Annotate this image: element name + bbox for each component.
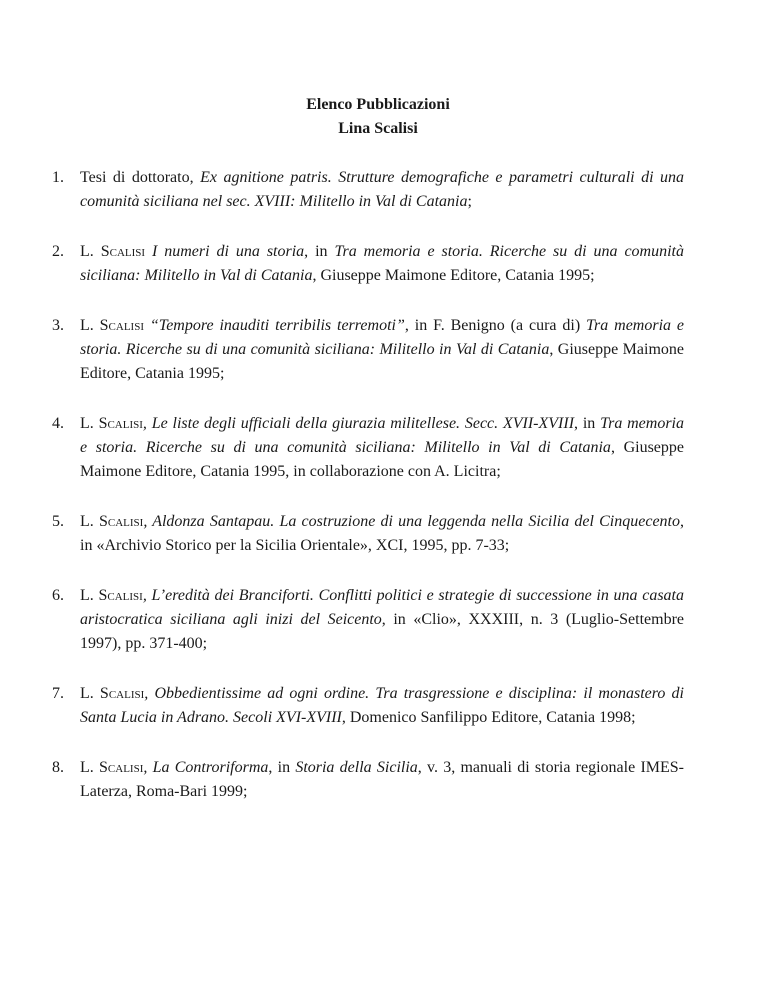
- document-heading: [72, 93, 684, 141]
- publication-number: 8.: [52, 759, 64, 776]
- citation-title: Tra memoria e storia. Ricerche su di una comunità siciliana: Militello in Val di Catania: [80, 243, 684, 284]
- citation-title: “Tempore inauditi terribilis terremoti”: [149, 317, 405, 334]
- citation-text: , in «Clio», XXXIII, n. 3 (Luglio-Settembre 1997), pp. 371-400;: [80, 611, 684, 652]
- publication-item: [52, 584, 684, 656]
- citation-text: , Giuseppe Maimone Editore, Catania 1995;: [312, 267, 595, 284]
- publication-list: [52, 166, 684, 804]
- publication-citation: [80, 513, 684, 554]
- citation-text: ;: [467, 193, 472, 210]
- citation-title: Ex agnitione patris. Strutture demografiche e parametri culturali di una comunità siciliana nel sec. XVIII: Militello in Val di Catania: [80, 169, 685, 210]
- citation-author: L. Scalisi: [80, 759, 144, 776]
- publication-number: 2.: [52, 243, 64, 260]
- citation-text: , Giuseppe Maimone Editore, Catania 1995, in collaborazione con A. Licitra;: [80, 439, 684, 480]
- publication-number: 5.: [52, 513, 64, 530]
- citation-text: , Domenico Sanfilippo Editore, Catania 1998;: [341, 709, 636, 726]
- citation-text: Tesi di dottorato,: [80, 169, 201, 186]
- publication-item: [52, 412, 684, 484]
- citation-title: , L’eredità dei Branciforti. Conflitti politici e strategie di successione in una casata aristocratica siciliana agli inizi del Seicento: [80, 587, 684, 628]
- publication-item: [52, 510, 684, 558]
- citation-author: L. Scalisi: [80, 317, 150, 334]
- citation-title: , Obbedientissime ad ogni ordine. Tra trasgressione e disciplina: il monastero di Santa Lucia in Adrano. Secoli XVI-XVIII: [80, 685, 684, 726]
- citation-text: , in «Archivio Storico per la Sicilia Orientale», XCI, 1995, pp. 7-33;: [80, 513, 685, 554]
- publication-item: [52, 166, 684, 214]
- publication-citation: [80, 169, 684, 210]
- citation-title: Tra memoria e storia. Ricerche su di una comunità siciliana: Militello in Val di Catania: [80, 415, 685, 456]
- publication-number: 1.: [52, 169, 64, 186]
- citation-author: L. Scalisi: [80, 587, 143, 604]
- publication-number: 4.: [52, 415, 64, 432]
- citation-author: L. Scalisi: [80, 685, 145, 702]
- publication-citation: [80, 587, 684, 652]
- publication-number: 3.: [52, 317, 64, 334]
- publication-item: [52, 756, 684, 804]
- publication-citation: [80, 317, 684, 382]
- publication-citation: [80, 685, 684, 726]
- author-name: Lina Scalisi: [338, 120, 418, 137]
- publication-citation: [80, 759, 684, 800]
- publication-item: [52, 682, 684, 730]
- citation-author: L. Scalisi: [80, 243, 152, 260]
- citation-text: , in: [304, 243, 335, 260]
- citation-text: , in F. Benigno (a cura di): [404, 317, 587, 334]
- publication-number: 6.: [52, 587, 64, 604]
- citation-text: , in: [574, 415, 601, 432]
- citation-title: , La Controriforma: [143, 759, 269, 776]
- citation-author: L. Scalisi: [80, 415, 143, 432]
- publication-citation: [80, 243, 684, 284]
- publication-item: [52, 314, 684, 386]
- publication-number: 7.: [52, 685, 64, 702]
- citation-text: , Giuseppe Maimone Editore, Catania 1995;: [80, 341, 684, 382]
- document-title: Elenco Pubblicazioni: [306, 96, 450, 113]
- citation-title: , Aldonza Santapau. La costruzione di una leggenda nella Sicilia del Cinquecento: [143, 513, 681, 530]
- citation-text: , in: [268, 759, 296, 776]
- citation-title: Tra memoria e storia. Ricerche su di una comunità siciliana: Militello in Val di Catania: [80, 317, 685, 358]
- citation-text: , v. 3, manuali di storia regionale IMES-Laterza, Roma-Bari 1999;: [80, 759, 684, 800]
- citation-title: , Le liste degli ufficiali della giurazia militellese. Secc. XVII-XVIII: [142, 415, 575, 432]
- citation-title: I numeri di una storia: [151, 243, 305, 260]
- publication-citation: [80, 415, 684, 480]
- citation-author: L. Scalisi: [80, 513, 144, 530]
- publication-item: [52, 240, 684, 288]
- citation-title: Storia della Sicilia: [295, 759, 418, 776]
